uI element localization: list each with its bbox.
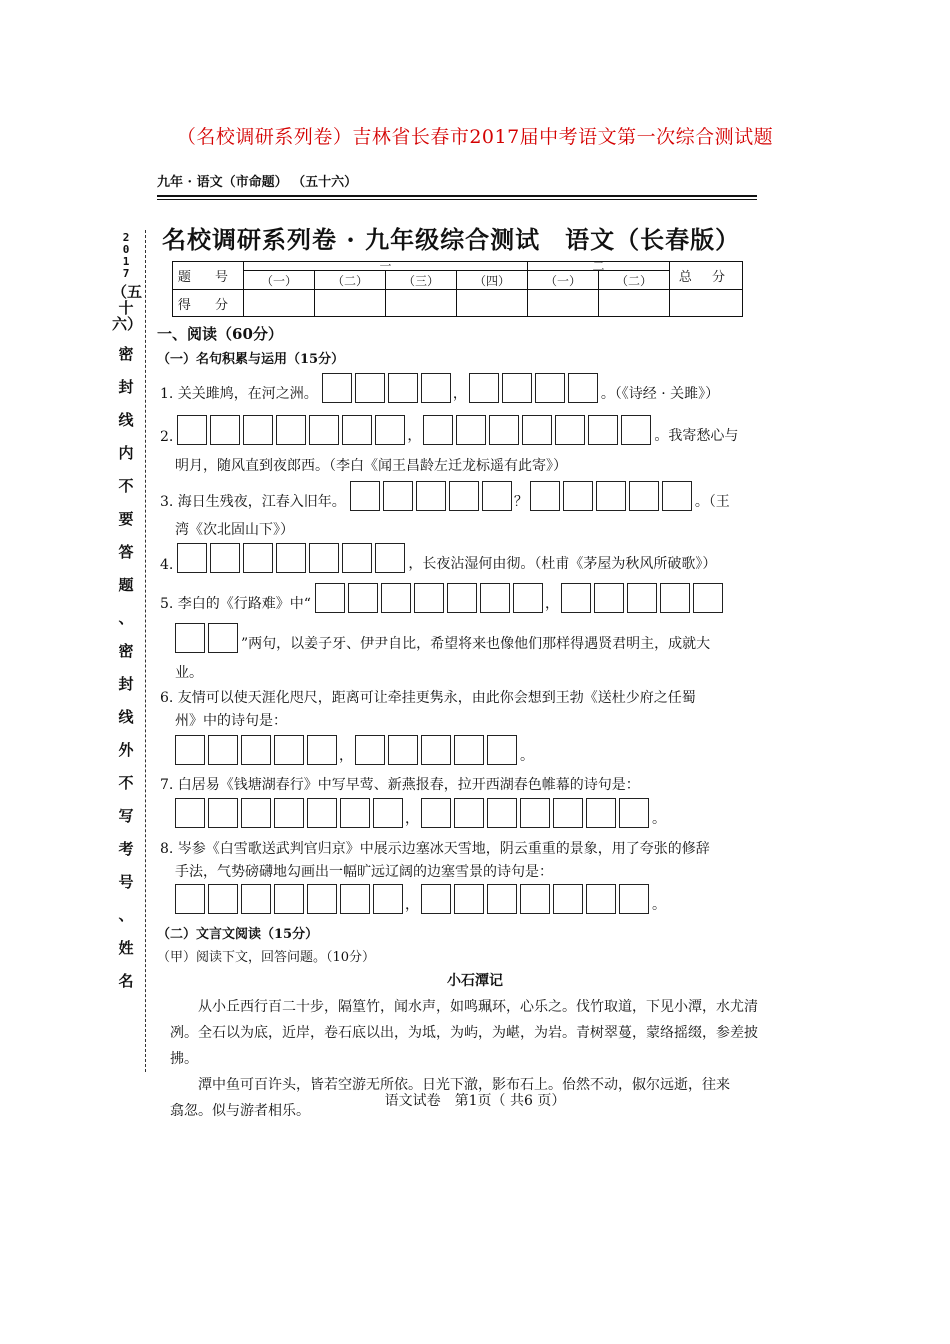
question-5-line-3: 业。 <box>175 665 203 681</box>
subsection-famous-lines: （一）名句积累与运用（15分） <box>157 352 345 367</box>
answer-box[interactable] <box>487 798 517 828</box>
sub-header: （四） <box>457 271 528 290</box>
score-cell[interactable] <box>457 290 528 317</box>
side-seal-text <box>112 346 140 990</box>
answer-box[interactable] <box>243 543 273 573</box>
answer-box[interactable] <box>175 798 205 828</box>
score-table <box>172 261 743 317</box>
answer-box[interactable] <box>241 798 271 828</box>
answer-box[interactable] <box>619 884 649 914</box>
article-line: 从小丘西行百二十步，隔篁竹，闻水声，如鸣珮环，心乐之。伐竹取道，下见小潭，水尤清 <box>198 999 758 1015</box>
answer-box[interactable] <box>274 884 304 914</box>
side-seal-char: 密 <box>118 345 134 363</box>
side-seal-char: 、 <box>118 609 134 627</box>
answer-box[interactable] <box>383 481 413 511</box>
side-seal-char: 内 <box>118 444 134 462</box>
answer-box[interactable] <box>596 481 626 511</box>
answer-box[interactable] <box>208 623 238 653</box>
sub-header: （三） <box>386 271 457 290</box>
answer-box[interactable] <box>520 884 550 914</box>
answer-box[interactable] <box>307 798 337 828</box>
side-seal-char: 姓 <box>118 939 134 957</box>
answer-box[interactable] <box>421 735 451 765</box>
side-seal-char: 不 <box>118 774 134 792</box>
answer-box[interactable] <box>594 583 624 613</box>
answer-box[interactable] <box>243 415 273 445</box>
answer-box[interactable] <box>350 481 380 511</box>
answer-box[interactable] <box>208 735 238 765</box>
question-8-line-2: 手法，气势磅礴地勾画出一幅旷远辽阔的边塞雪景的诗句是： <box>175 864 553 880</box>
answer-box[interactable] <box>416 481 446 511</box>
answer-box[interactable] <box>487 884 517 914</box>
answer-box[interactable] <box>348 583 378 613</box>
article-line: 冽。全石以为底，近岸，卷石底以出，为坻，为屿，为嵁，为岩。青树翠蔓，蒙络摇缀，参差披拂。 <box>170 1025 758 1067</box>
answer-box[interactable] <box>388 373 418 403</box>
answer-box[interactable] <box>568 373 598 403</box>
label-question-number: 题 号 <box>173 262 244 290</box>
answer-box[interactable] <box>447 583 477 613</box>
answer-box[interactable] <box>276 415 306 445</box>
question-1: 1. 关关雎鸠，在河之洲。 ， 。（《诗经 · 关雎》） <box>160 373 719 403</box>
answer-box[interactable] <box>621 415 651 445</box>
question-7: 7. 白居易《钱塘湖春行》中写早莺、新燕报春，拉开西湖春色帷幕的诗句是： <box>160 777 640 793</box>
page-footer: 语文试卷 第1页（ 共6 页） <box>384 1093 566 1109</box>
total-score-cell[interactable] <box>670 290 743 317</box>
sub-header: （二） <box>315 271 386 290</box>
side-year <box>112 232 140 280</box>
answer-box[interactable] <box>210 415 240 445</box>
side-seal-char: 答 <box>118 543 134 561</box>
answer-box[interactable] <box>454 884 484 914</box>
answer-box[interactable] <box>454 798 484 828</box>
answer-box[interactable] <box>177 543 207 573</box>
group-two-header: 二 <box>528 262 670 271</box>
answer-box[interactable] <box>662 481 692 511</box>
side-seal-char: 考 <box>118 840 134 858</box>
answer-box[interactable] <box>423 415 453 445</box>
total-score-header: 总 分 <box>670 262 743 290</box>
score-cell[interactable] <box>244 290 315 317</box>
side-seal-char: 线 <box>118 411 134 429</box>
side-year-digit: 7 <box>122 267 130 280</box>
answer-box[interactable] <box>586 798 616 828</box>
answer-box[interactable] <box>175 735 205 765</box>
answer-box[interactable] <box>553 798 583 828</box>
answer-box[interactable] <box>340 884 370 914</box>
answer-box[interactable] <box>276 543 306 573</box>
side-number: （五十六） <box>112 283 143 333</box>
answer-box[interactable] <box>586 884 616 914</box>
answer-box[interactable] <box>482 481 512 511</box>
seal-line <box>145 230 146 1072</box>
answer-box[interactable] <box>274 798 304 828</box>
question-6-answer: ， 。 <box>175 735 534 765</box>
header-rule-thin <box>157 199 757 200</box>
article-line: 潭中鱼可百许头，皆若空游无所依。日光下澈，影布石上。佁然不动，俶尔远逝，往来 <box>198 1077 730 1093</box>
answer-box[interactable] <box>309 415 339 445</box>
side-seal-char: 封 <box>118 675 134 693</box>
answer-box[interactable] <box>274 735 304 765</box>
score-cell[interactable] <box>386 290 457 317</box>
score-cell[interactable] <box>528 290 599 317</box>
answer-box[interactable] <box>175 623 205 653</box>
answer-box[interactable] <box>307 735 337 765</box>
question-7-answer: ， 。 <box>175 798 666 828</box>
answer-box[interactable] <box>454 735 484 765</box>
sub-header: （一） <box>528 271 599 290</box>
answer-box[interactable] <box>693 583 723 613</box>
answer-box[interactable] <box>563 481 593 511</box>
question-6: 6. 友情可以使天涯化咫尺，距离可让牵挂更隽永，由此你会想到王勃《送杜少府之任蜀 <box>160 690 696 706</box>
answer-box[interactable] <box>309 543 339 573</box>
score-cell[interactable] <box>315 290 386 317</box>
question-8-answer: ， 。 <box>175 884 666 914</box>
answer-box[interactable] <box>421 798 451 828</box>
sub-header: （二） <box>599 271 670 290</box>
question-5-line-2: ”两句，以姜子牙、伊尹自比，希望将来也像他们那样得遇贤君明主，成就大 <box>175 623 710 653</box>
side-seal-char: 不 <box>118 477 134 495</box>
side-year-digit: 2 <box>122 231 130 244</box>
section-reading: 一、阅读（60分） <box>157 325 283 343</box>
answer-box[interactable] <box>208 798 238 828</box>
answer-box[interactable] <box>530 481 560 511</box>
article-title: 小石潭记 <box>447 973 503 989</box>
question-2: 2. ， 。我寄愁心与 <box>160 415 738 445</box>
answer-box[interactable] <box>375 415 405 445</box>
answer-box[interactable] <box>489 415 519 445</box>
answer-box[interactable] <box>342 543 372 573</box>
side-year-digit: 1 <box>122 255 130 268</box>
answer-box[interactable] <box>535 373 565 403</box>
question-5: 5. 李白的《行路难》中“ ， <box>160 583 726 613</box>
question-4: 4. ，长夜沾湿何由彻。（杜甫《茅屋为秋风所破歌》） <box>160 543 716 573</box>
article-line: 翕忽。似与游者相乐。 <box>170 1103 310 1119</box>
side-year-digit: 0 <box>122 243 130 256</box>
side-seal-char: 线 <box>118 708 134 726</box>
answer-box[interactable] <box>414 583 444 613</box>
answer-box[interactable] <box>469 373 499 403</box>
answer-box[interactable] <box>588 415 618 445</box>
answer-box[interactable] <box>373 798 403 828</box>
answer-box[interactable] <box>627 583 657 613</box>
answer-box[interactable] <box>381 583 411 613</box>
answer-box[interactable] <box>553 884 583 914</box>
answer-box[interactable] <box>619 798 649 828</box>
answer-box[interactable] <box>322 373 352 403</box>
binding-margin <box>112 231 143 1006</box>
paper-header: 九年 · 语文（市命题） （五十六） <box>157 175 358 190</box>
answer-box[interactable] <box>210 543 240 573</box>
answer-box[interactable] <box>208 884 238 914</box>
answer-box[interactable] <box>355 735 385 765</box>
answer-box[interactable] <box>449 481 479 511</box>
side-seal-char: 封 <box>118 378 134 396</box>
answer-box[interactable] <box>487 735 517 765</box>
side-seal-char: 号 <box>118 873 134 891</box>
answer-box[interactable] <box>177 415 207 445</box>
side-seal-char: 外 <box>118 741 134 759</box>
answer-box[interactable] <box>421 884 451 914</box>
reading-instruction: （甲）阅读下文，回答问题。（10分） <box>157 950 376 965</box>
answer-box[interactable] <box>375 543 405 573</box>
answer-box[interactable] <box>355 373 385 403</box>
document-title: （名校调研系列卷）吉林省长春市2017届中考语文第一次综合测试题 <box>176 126 774 148</box>
side-seal-char: 题 <box>118 576 134 594</box>
answer-box[interactable] <box>513 583 543 613</box>
answer-box[interactable] <box>342 415 372 445</box>
answer-box[interactable] <box>456 415 486 445</box>
question-3: 3. 海日生残夜，江春入旧年。 ？ 。（王 <box>160 481 730 511</box>
answer-box[interactable] <box>315 583 345 613</box>
question-3-line-2: 湾《次北固山下》） <box>175 522 294 538</box>
answer-box[interactable] <box>340 798 370 828</box>
answer-box[interactable] <box>480 583 510 613</box>
answer-box[interactable] <box>175 884 205 914</box>
side-seal-char: 、 <box>118 906 134 924</box>
answer-box[interactable] <box>388 735 418 765</box>
question-2-line-2: 明月，随风直到夜郎西。（李白《闻王昌龄左迁龙标遥有此寄》） <box>175 458 567 474</box>
group-one-header: 一 <box>244 262 528 271</box>
answer-box[interactable] <box>629 481 659 511</box>
answer-box[interactable] <box>502 373 532 403</box>
label-score: 得 分 <box>173 290 244 317</box>
answer-box[interactable] <box>421 373 451 403</box>
sub-header: （一） <box>244 271 315 290</box>
answer-box[interactable] <box>555 415 585 445</box>
answer-box[interactable] <box>522 415 552 445</box>
score-cell[interactable] <box>599 290 670 317</box>
answer-box[interactable] <box>561 583 591 613</box>
answer-box[interactable] <box>520 798 550 828</box>
answer-box[interactable] <box>241 884 271 914</box>
header-rule <box>157 195 757 197</box>
main-title: 名校调研系列卷 · 九年级综合测试 语文（长春版） <box>162 225 741 254</box>
question-6-line-2: 州》中的诗句是： <box>175 713 287 729</box>
answer-box[interactable] <box>373 884 403 914</box>
answer-box[interactable] <box>241 735 271 765</box>
answer-box[interactable] <box>307 884 337 914</box>
question-8: 8. 岑参《白雪歌送武判官归京》中展示边塞冰天雪地，阴云重重的景象，用了夸张的修辞 <box>160 841 710 857</box>
side-seal-char: 要 <box>118 510 134 528</box>
answer-box[interactable] <box>660 583 690 613</box>
side-seal-char: 名 <box>118 972 134 990</box>
side-seal-char: 写 <box>118 807 134 825</box>
subsection-classical-reading: （二）文言文阅读（15分） <box>157 927 319 942</box>
side-seal-char: 密 <box>118 642 134 660</box>
